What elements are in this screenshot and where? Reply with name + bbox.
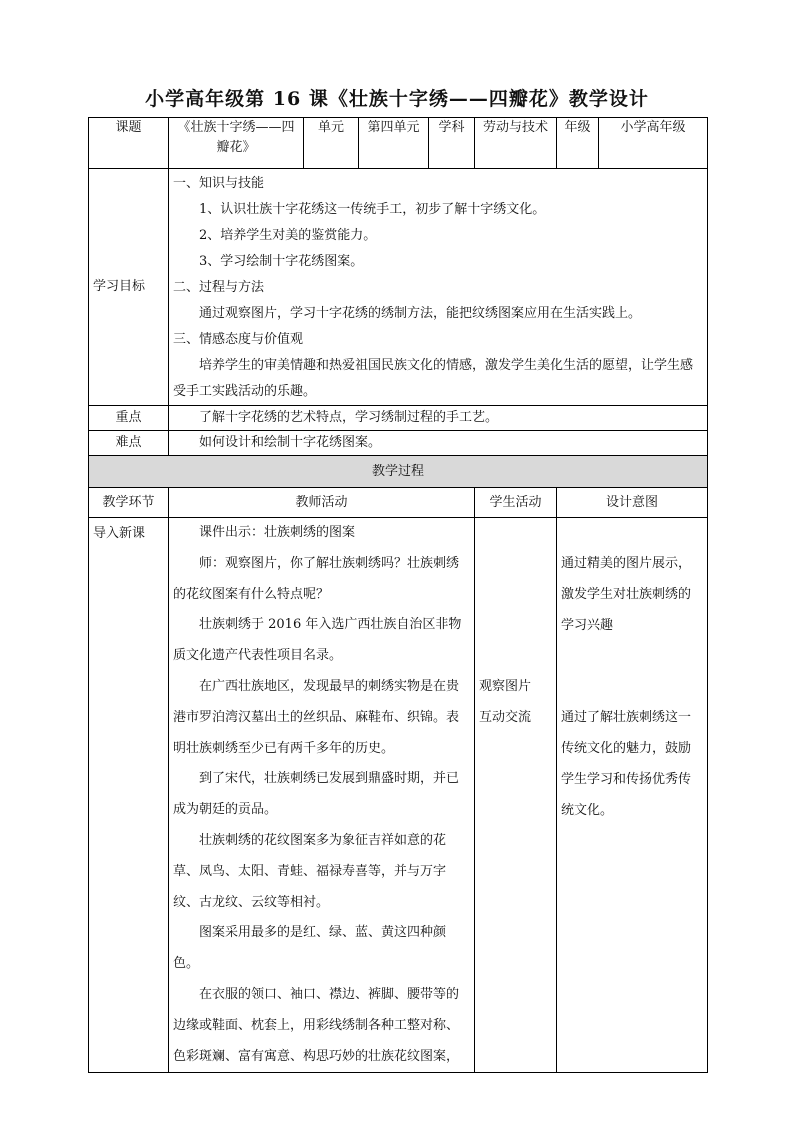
objectives-label: 学习目标 (89, 169, 169, 406)
teacher-para: 壮族刺绣的花纹图案多为象征吉祥如意的花草、凤鸟、太阳、青蛙、福禄寿喜等，并与万字纹、古龙纹、云纹等相衬。 (173, 832, 447, 910)
student-item: 互动交流 (479, 709, 532, 725)
grade-label: 年级 (557, 118, 599, 169)
teacher-para: 课件出示：壮族刺绣的图案 (199, 525, 356, 540)
col-teacher-header: 教师活动 (169, 488, 475, 518)
student-item: 观察图片 (479, 679, 532, 694)
key-label: 重点 (89, 406, 169, 431)
objective-knowledge-3: 3、学习绘制十字花绣图案。 (199, 254, 364, 269)
objective-knowledge-2: 2、培养学生对美的鉴赏能力。 (199, 228, 377, 243)
topic-label: 课题 (89, 118, 169, 169)
col-intent-header: 设计意图 (557, 488, 708, 518)
intent-item: 通过了解壮族刺绣这一传统文化的魅力，鼓励学生学习和传扬优秀传统文化。 (561, 710, 692, 818)
objective-heading-knowledge: 一、知识与技能 (173, 176, 265, 191)
objective-emotion-1: 培养学生的审美情趣和热爱祖国民族文化的情感，激发学生美化生活的愿望，让学生感受手工实践活动的乐趣。 (173, 358, 694, 399)
key-text: 了解十字花绣的艺术特点，学习绣制过程的手工艺。 (169, 406, 708, 431)
difficulty-text: 如何设计和绘制十字花绣图案。 (169, 431, 708, 456)
subject-label: 学科 (429, 118, 475, 169)
unit-value: 第四单元 (359, 118, 429, 169)
page-title: 小学高年级第 16 课《壮族十字绣——四瓣花》教学设计 (145, 88, 649, 110)
grade-value: 小学高年级 (599, 118, 708, 169)
student-activity (475, 518, 557, 1073)
col-student-header: 学生活动 (475, 488, 557, 518)
teacher-para: 到了宋代，壮族刺绣已发展到鼎盛时期，并已成为朝廷的贡品。 (173, 771, 460, 818)
objective-heading-emotion: 三、情感态度与价值观 (173, 332, 304, 347)
teacher-para: 图案采用最多的是红、绿、蓝、黄这四种颜色。 (173, 925, 447, 972)
lesson-table (88, 117, 708, 1073)
objective-knowledge-1: 1、认识壮族十字花绣这一传统手工，初步了解十字绣文化。 (199, 202, 546, 217)
topic-value: 《壮族十字绣——四瓣花》 (169, 118, 304, 169)
subject-value: 劳动与技术 (475, 118, 557, 169)
col-step-header: 教学环节 (89, 488, 169, 518)
design-intent (557, 518, 708, 1073)
intent-item: 通过精美的图片展示，激发学生对壮族刺绣的学习兴趣 (561, 556, 692, 633)
teacher-activity (169, 518, 475, 1073)
step-intro: 导入新课 (89, 518, 169, 1073)
teacher-para: 师：观察图片，你了解壮族刺绣吗？壮族刺绣的花纹图案有什么特点呢？ (173, 555, 460, 602)
process-section-header: 教学过程 (89, 456, 708, 488)
teacher-para: 在广西壮族地区，发现最早的刺绣实物是在贵港市罗泊湾汉墓出土的丝织品、麻鞋布、织锦。表明壮族刺绣至少已有两千多年的历史。 (173, 678, 460, 756)
objective-process-1: 通过观察图片，学习十字花绣的绣制方法，能把纹绣图案应用在生活实践上。 (199, 306, 642, 321)
teacher-para: 在衣服的领口、袖口、襟边、裤脚、腰带等的边缘或鞋面、枕套上，用彩线绣制各种工整对称、色彩斑斓、富有寓意、构思巧妙的壮族花纹图案， (173, 986, 460, 1064)
difficulty-label: 难点 (89, 431, 169, 456)
objective-heading-process: 二、过程与方法 (173, 280, 265, 295)
objectives-content (169, 169, 708, 406)
unit-label: 单元 (304, 118, 359, 169)
teacher-para: 壮族刺绣于 2016 年入选广西壮族自治区非物质文化遗产代表性项目名录。 (173, 617, 462, 664)
